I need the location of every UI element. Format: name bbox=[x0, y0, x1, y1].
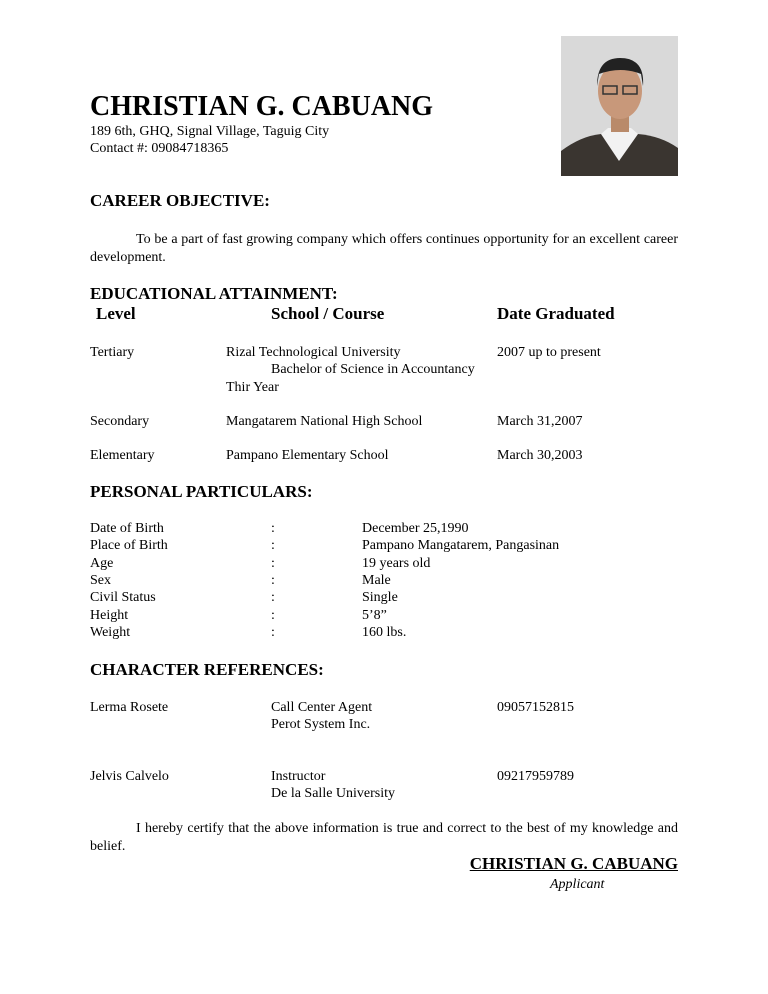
edu-level: Tertiary bbox=[90, 345, 135, 360]
personal-sep: : bbox=[271, 521, 275, 536]
column-school-course: School / Course bbox=[271, 304, 385, 323]
edu-level: Secondary bbox=[90, 414, 150, 429]
education-heading: EDUCATIONAL ATTAINMENT: bbox=[90, 284, 338, 303]
edu-level: Elementary bbox=[90, 448, 155, 463]
personal-value: 19 years old bbox=[362, 555, 431, 571]
personal-sep: : bbox=[271, 572, 275, 588]
personal-sep: : bbox=[271, 538, 275, 554]
reference-company: Perot System Inc. bbox=[271, 717, 371, 732]
edu-school: Rizal Technological University bbox=[226, 345, 401, 360]
edu-school: Mangatarem National High School bbox=[226, 414, 423, 429]
reference-name: Lerma Rosete bbox=[90, 700, 169, 715]
edu-school: Pampano Elementary School bbox=[226, 448, 389, 463]
references-heading: CHARACTER REFERENCES: bbox=[90, 660, 324, 679]
personal-label: Sex bbox=[90, 572, 111, 588]
personal-label: Weight bbox=[90, 624, 131, 640]
edu-date: March 30,2003 bbox=[497, 448, 583, 463]
edu-year: Thir Year bbox=[226, 380, 279, 395]
personal-sep: : bbox=[271, 555, 275, 571]
personal-value: 5’8” bbox=[362, 607, 387, 623]
address: 189 6th, GHQ, Signal Village, Taguig City bbox=[90, 124, 330, 139]
certification-text: I hereby certify that the above information is true and correct to the best of my knowledge and belief. bbox=[90, 821, 678, 854]
reference-position: Instructor bbox=[271, 769, 326, 784]
reference-phone: 09057152815 bbox=[497, 700, 574, 715]
personal-label: Age bbox=[90, 555, 114, 571]
personal-heading: PERSONAL PARTICULARS: bbox=[90, 482, 313, 501]
personal-label: Date of Birth bbox=[90, 521, 164, 536]
personal-value: December 25,1990 bbox=[362, 521, 469, 536]
contact-number: Contact #: 09084718365 bbox=[90, 141, 229, 156]
edu-course: Bachelor of Science in Accountancy bbox=[271, 362, 475, 377]
reference-position: Call Center Agent bbox=[271, 700, 373, 715]
edu-date: March 31,2007 bbox=[497, 414, 583, 429]
personal-value: Single bbox=[362, 590, 398, 606]
applicant-name: CHRISTIAN G. CABUANG bbox=[90, 91, 434, 122]
reference-phone: 09217959789 bbox=[497, 769, 574, 784]
applicant-photo bbox=[561, 36, 678, 176]
personal-sep: : bbox=[271, 624, 275, 640]
personal-value: Pampano Mangatarem, Pangasinan bbox=[362, 538, 560, 554]
edu-date: 2007 up to present bbox=[497, 345, 601, 360]
career-objective-text: To be a part of fast growing company which offers continues opportunity for an excellent career development. bbox=[90, 232, 678, 265]
personal-sep: : bbox=[271, 607, 275, 623]
column-level: Level bbox=[96, 304, 136, 323]
personal-value: 160 lbs. bbox=[362, 624, 407, 640]
personal-sep: : bbox=[271, 590, 275, 606]
signature-title: Applicant bbox=[550, 877, 605, 892]
personal-value: Male bbox=[362, 572, 391, 588]
personal-label: Height bbox=[90, 607, 129, 623]
reference-company: De la Salle University bbox=[271, 786, 396, 801]
personal-label: Civil Status bbox=[90, 590, 156, 606]
signature-name: CHRISTIAN G. CABUANG bbox=[469, 854, 678, 873]
personal-label: Place of Birth bbox=[90, 538, 168, 554]
reference-name: Jelvis Calvelo bbox=[90, 769, 169, 784]
column-date-graduated: Date Graduated bbox=[497, 304, 615, 323]
career-objective-heading: CAREER OBJECTIVE: bbox=[90, 191, 270, 210]
